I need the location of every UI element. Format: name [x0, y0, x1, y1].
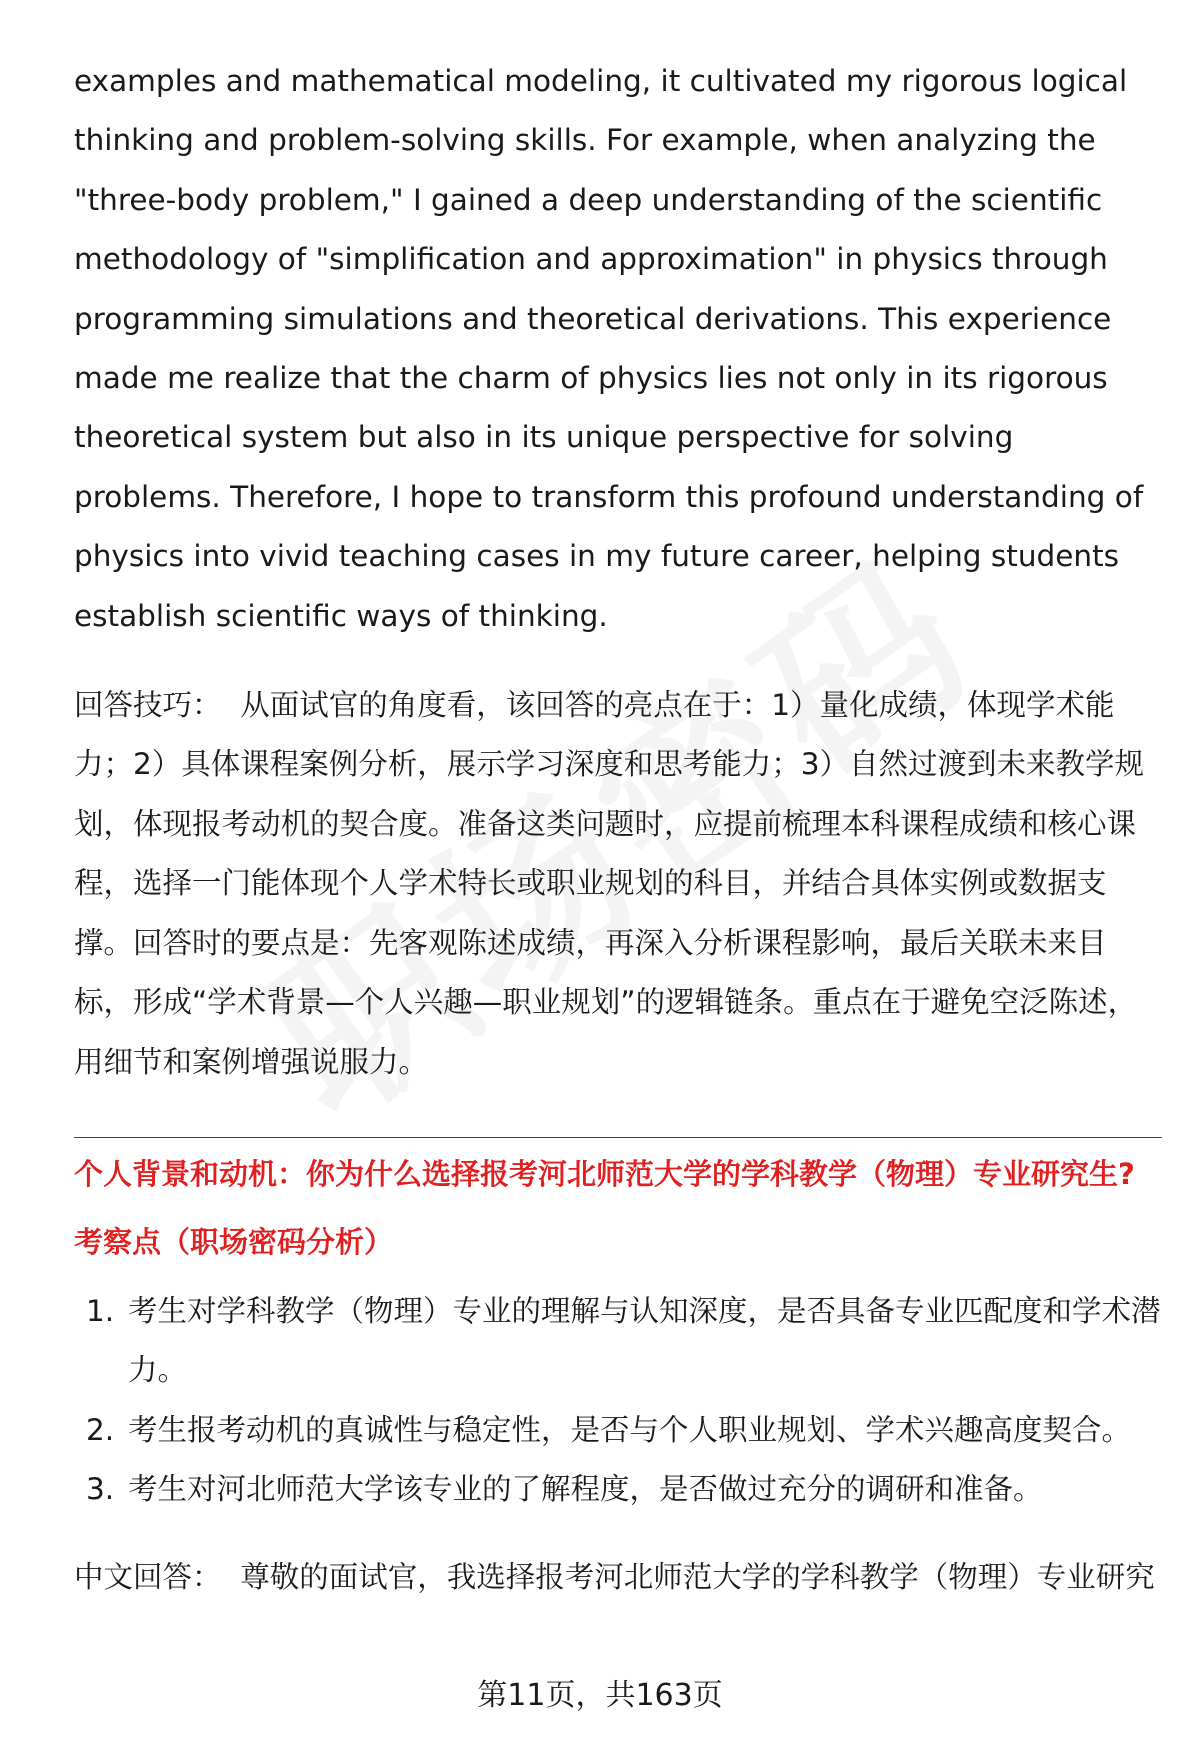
chinese-answer-text: 尊敬的面试官，我选择报考河北师范大学的学科教学（物理）专业研究: [240, 1559, 1155, 1594]
answer-tips-text: 从面试官的角度看，该回答的亮点在于：1）量化成绩，体现学术能力；2）具体课程案例分析，展示学习深度和思考能力；3）自然过渡到未来教学规划，体现报考动机的契合度。准备这类问题时，应提前梳理本科课程成绩和核心课程，选择一门能体现个人学术特长或职业规划的科目，并结合具体实例或数据支撑。回答时的要点是：先客观陈述成绩，再深入分析课程影响，最后关联未来目标，形成“学术背景—个人兴趣—职业规划”的逻辑链条。重点在于避免空泛陈述，用细节和案例增强说服力。: [74, 688, 1145, 1079]
question-heading: 个人背景和动机：你为什么选择报考河北师范大学的学科教学（物理）专业研究生?: [74, 1156, 1135, 1191]
list-item-number: 1.: [86, 1293, 115, 1328]
chinese-answer-paragraph: [74, 1548, 1162, 1607]
list-item: [74, 1460, 1162, 1519]
focus-points-title: 考察点（职场密码分析）: [74, 1224, 394, 1259]
list-item-text: 考生对学科教学（物理）专业的理解与认知深度，是否具备专业匹配度和学术潜力。: [128, 1293, 1161, 1388]
list-item-number: 2.: [86, 1412, 115, 1447]
chinese-answer-label: 中文回答：: [74, 1559, 222, 1594]
focus-points-list: [74, 1282, 1162, 1520]
list-item-number: 3.: [86, 1472, 115, 1507]
section-divider: [74, 1137, 1162, 1138]
list-item: [74, 1401, 1162, 1460]
list-item: [74, 1282, 1162, 1401]
page-content: [74, 52, 1162, 1607]
list-item-text: 考生对河北师范大学该专业的了解程度，是否做过充分的调研和准备。: [128, 1472, 1043, 1507]
list-item-text: 考生报考动机的真诚性与稳定性，是否与个人职业规划、学术兴趣高度契合。: [128, 1412, 1132, 1447]
answer-tips-label: 回答技巧：: [74, 688, 222, 723]
english-answer-paragraph: examples and mathematical modeling, it cultivated my rigorous logical thinking and problem-solving skills. For example, when analyzing the "three-body problem," I gained a deep understanding of the scientific methodology of "simplification and approximation" in physics through programming simulations and theoretical derivations. This experience made me realize that the charm of physics lies not only in its rigorous theoretical system but also in its unique perspective for solving problems. Therefore, I hope to transform this profound understanding of physics into vivid teaching cases in my future career, helping students establish scientific ways of thinking.: [74, 64, 1144, 633]
answer-tips-paragraph: [74, 676, 1162, 1092]
page-number-footer: 第11页，共163页: [477, 1678, 723, 1713]
